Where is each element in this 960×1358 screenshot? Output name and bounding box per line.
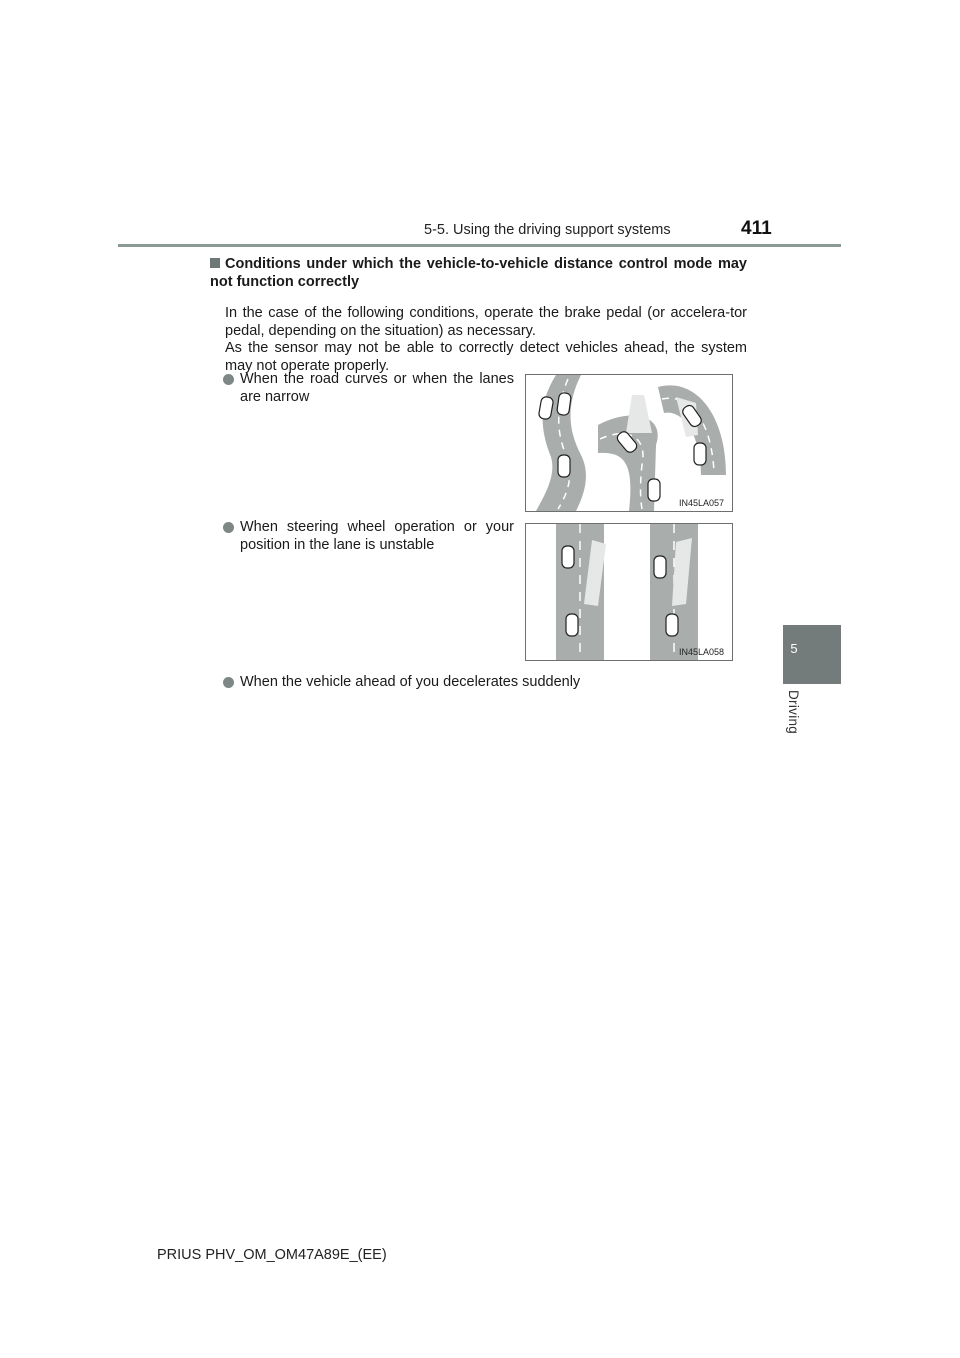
intro-paragraph: In the case of the following conditions, operate the brake pedal (or accelera-tor pedal, depending on the situation) as necessary.	[225, 305, 747, 339]
section-heading	[210, 255, 747, 291]
section-title: 5-5. Using the driving support systems	[424, 222, 671, 238]
square-bullet-icon	[210, 258, 220, 268]
curved-road-figure	[525, 374, 733, 512]
circle-bullet-icon	[223, 374, 234, 385]
figure-code: IN45LA057	[678, 498, 724, 508]
header-divider	[118, 244, 841, 247]
page-number: 411	[741, 218, 772, 239]
curved-road-illustration	[526, 375, 732, 511]
list-item	[223, 674, 743, 692]
chapter-label: Driving	[786, 690, 801, 735]
list-item-text: When the vehicle ahead of you decelerates suddenly	[240, 674, 581, 690]
list-item	[223, 371, 514, 406]
circle-bullet-icon	[223, 522, 234, 533]
circle-bullet-icon	[223, 677, 234, 688]
list-item-text: When steering wheel operation or your position in the lane is unstable	[240, 519, 514, 553]
figure-code: IN45LA058	[678, 647, 724, 657]
sensor-paragraph: As the sensor may not be able to correctly detect vehicles ahead, the system may not operate properly.	[225, 340, 747, 374]
footer-document-code: PRIUS PHV_OM_OM47A89E_(EE)	[157, 1247, 387, 1263]
list-item	[223, 519, 514, 554]
straight-lane-illustration	[526, 524, 732, 660]
chapter-number: 5	[790, 641, 798, 656]
list-item-text: When the road curves or when the lanes are narrow	[240, 371, 514, 405]
section-heading-text: Conditions under which the vehicle-to-vehicle distance control mode may not function correctly	[210, 256, 747, 290]
straight-lane-figure	[525, 523, 733, 661]
